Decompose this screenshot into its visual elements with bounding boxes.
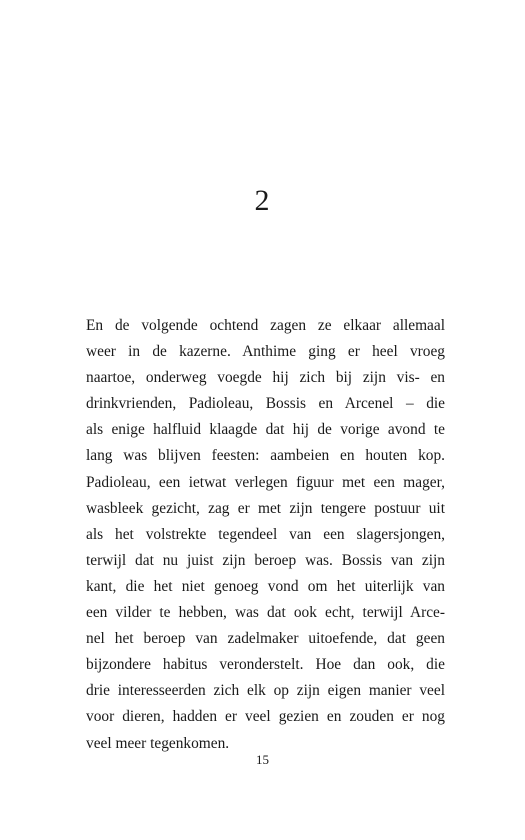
text-line: voor dieren, hadden er veel gezien en zouden er nog: [86, 708, 445, 726]
text-line: veel meer tegenkomen.: [86, 734, 230, 752]
text-line: nel het beroep van zadelmaker uitoefende, dat geen: [86, 630, 445, 648]
chapter-body-text: [86, 313, 445, 757]
page-number: 15: [256, 752, 269, 767]
text-line: kant, die het niet genoeg vond om het uiterlijk van: [86, 577, 445, 595]
text-line: bijzondere habitus veronderstelt. Hoe dan ook, die: [86, 656, 445, 674]
text-line: Padioleau, een ietwat verlegen figuur met een mager,: [86, 473, 445, 491]
text-line: weer in de kazerne. Anthime ging er heel vroeg: [86, 343, 445, 361]
text-line: wasbleek gezicht, zag er met zijn tengere postuur uit: [86, 499, 445, 517]
text-line: naartoe, onderweg voegde hij zich bij zijn vis- en: [86, 369, 445, 387]
chapter-number: 2: [254, 184, 271, 217]
text-line: drie interesseerden zich elk op zijn eigen manier veel: [86, 682, 445, 700]
text-line: lang was blijven feesten: aambeien en houten kop.: [86, 447, 445, 465]
text-line: als het volstrekte tegendeel van een slagersjongen,: [86, 525, 445, 543]
text-line: als enige halfluid klaagde dat hij de vorige avond te: [86, 421, 445, 439]
text-line: En de volgende ochtend zagen ze elkaar allemaal: [86, 317, 445, 334]
text-line: terwijl dat nu juist zijn beroep was. Bossis van zijn: [86, 551, 445, 569]
text-line: een vilder te hebben, was dat ook echt, terwijl Arce-: [86, 604, 445, 622]
text-line: drinkvrienden, Padioleau, Bossis en Arcenel – die: [86, 395, 445, 413]
